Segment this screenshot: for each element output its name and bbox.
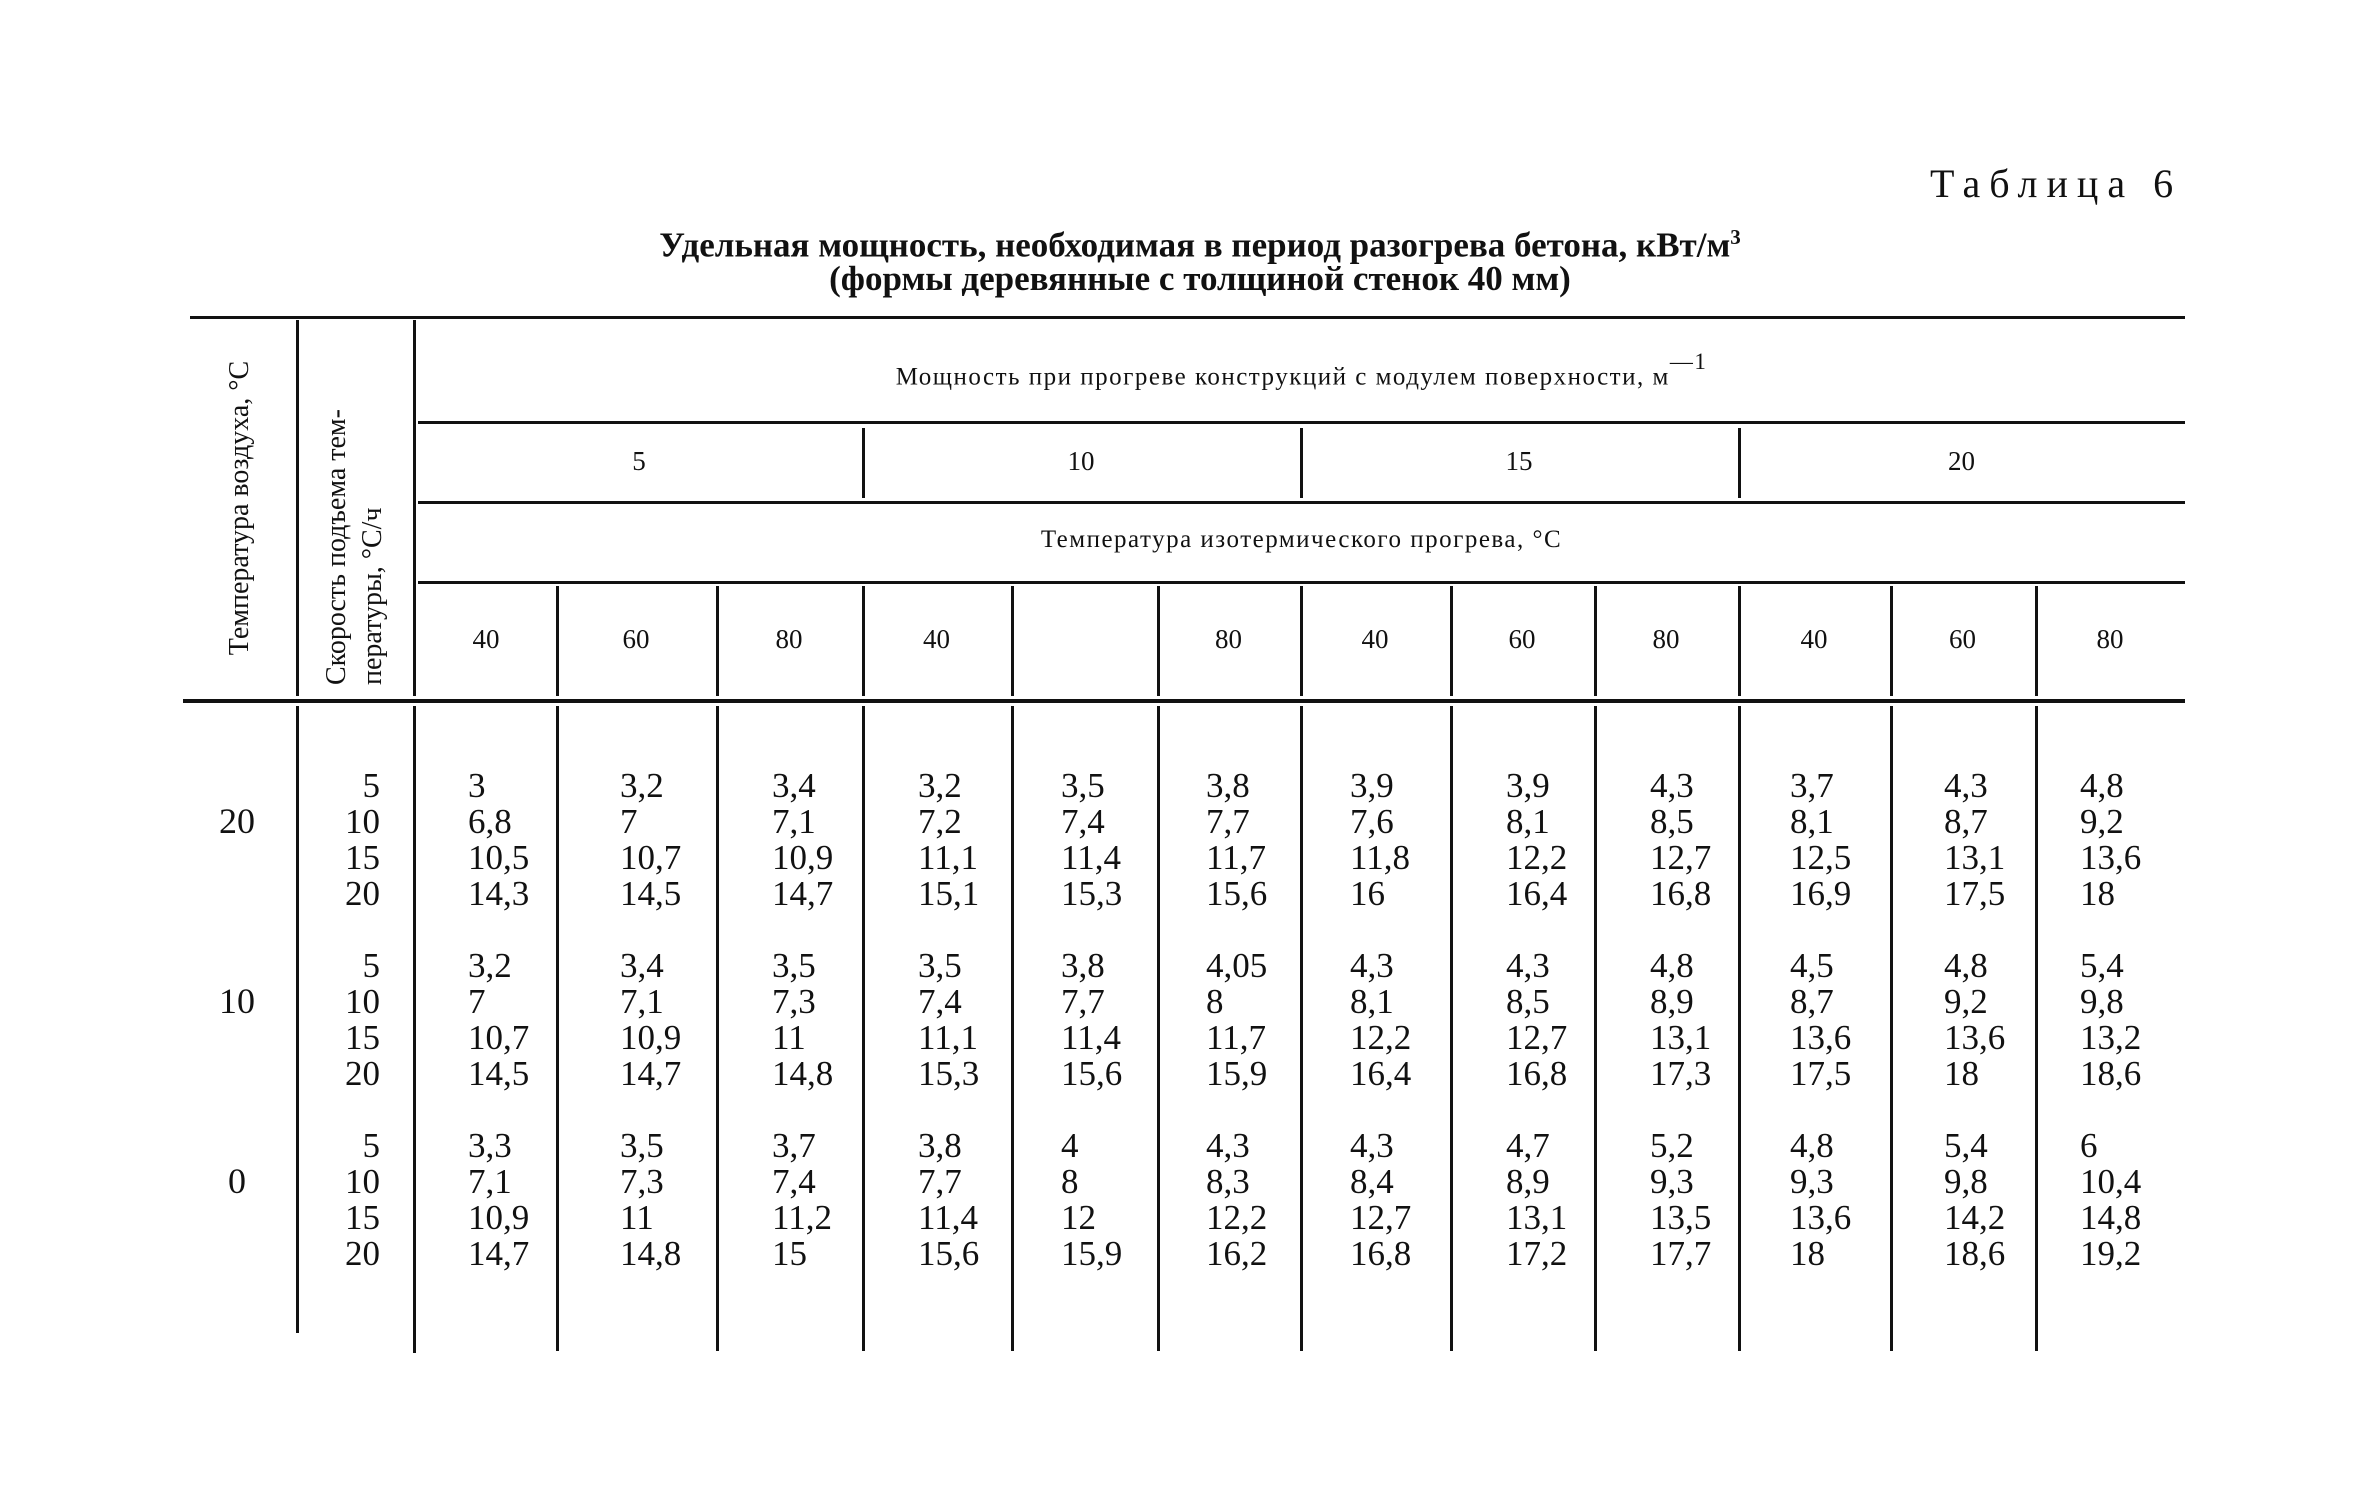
power-value: 17,7 bbox=[1650, 1234, 1712, 1273]
power-value: 3,8 bbox=[918, 1126, 962, 1165]
power-value: 14,7 bbox=[772, 874, 834, 913]
table-title-text: Удельная мощность, необходимая в период разогрева бетона, кВт/м bbox=[659, 225, 1731, 265]
power-value: 12 bbox=[1061, 1198, 1096, 1237]
table-title-superscript: 3 bbox=[1730, 225, 1741, 249]
air-temperature-header: Температура воздуха, °С bbox=[224, 360, 255, 656]
power-value: 5,2 bbox=[1650, 1126, 1694, 1165]
power-header-text: Мощность при прогреве конструкций с модулем поверхности, м bbox=[895, 363, 1670, 391]
power-value: 11,8 bbox=[1350, 838, 1410, 877]
power-value: 8,1 bbox=[1790, 802, 1834, 841]
power-value: 11,7 bbox=[1206, 1018, 1266, 1057]
power-value-cell bbox=[1790, 948, 1851, 1092]
isotherm-temperature-value: 60 bbox=[1508, 624, 1536, 654]
power-value: 11 bbox=[620, 1198, 654, 1237]
power-value-cell bbox=[1944, 1128, 2005, 1272]
data-column-divider bbox=[1450, 706, 1453, 1351]
power-value: 7,2 bbox=[918, 802, 962, 841]
power-value: 13,5 bbox=[1650, 1198, 1712, 1237]
data-column-divider bbox=[1890, 706, 1893, 1351]
power-value: 10,5 bbox=[468, 838, 530, 877]
isotherm-temperature-value: 80 bbox=[2096, 624, 2124, 654]
power-value: 16,2 bbox=[1206, 1234, 1268, 1273]
table-subtitle: (формы деревянные с толщиной стенок 40 мм) bbox=[829, 259, 1571, 298]
power-value: 3,8 bbox=[1061, 946, 1105, 985]
isotherm-temperature-value: 80 bbox=[1652, 624, 1680, 654]
power-value: 7,1 bbox=[772, 802, 816, 841]
header-top-rule bbox=[190, 316, 2185, 319]
power-value: 3 bbox=[468, 766, 486, 805]
power-value-cell bbox=[1506, 768, 1567, 912]
power-header bbox=[418, 349, 2185, 391]
power-value-cell bbox=[918, 948, 979, 1092]
power-value: 4,05 bbox=[1206, 946, 1268, 985]
power-value-cell bbox=[1206, 768, 1267, 912]
power-value: 14,2 bbox=[1944, 1198, 2006, 1237]
power-value: 12,7 bbox=[1350, 1198, 1412, 1237]
power-value: 10,4 bbox=[2080, 1162, 2142, 1201]
power-value-cell bbox=[2080, 1128, 2141, 1272]
power-value: 8,9 bbox=[1650, 982, 1694, 1021]
power-value-cell bbox=[2080, 768, 2141, 912]
power-value: 9,3 bbox=[1790, 1162, 1834, 1201]
stub-divider-body bbox=[296, 706, 299, 1333]
speed-values bbox=[300, 1128, 380, 1272]
power-value: 15,6 bbox=[918, 1234, 980, 1273]
power-value: 4,3 bbox=[1206, 1126, 1250, 1165]
table-label: Таблица 6 bbox=[1930, 161, 2183, 206]
power-value: 8,5 bbox=[1650, 802, 1694, 841]
power-value: 3,5 bbox=[772, 946, 816, 985]
data-column-divider bbox=[556, 706, 559, 1351]
power-value: 7,3 bbox=[772, 982, 816, 1021]
power-value-cell bbox=[620, 768, 681, 912]
power-value: 14,3 bbox=[468, 874, 530, 913]
power-value: 8,1 bbox=[1506, 802, 1550, 841]
power-value-cell bbox=[1061, 948, 1122, 1092]
power-value: 12,7 bbox=[1650, 838, 1712, 877]
isotherm-temperature-value: 80 bbox=[775, 624, 803, 654]
power-value: 3,7 bbox=[1790, 766, 1834, 805]
power-value: 11,2 bbox=[772, 1198, 832, 1237]
power-value-cell bbox=[1650, 768, 1711, 912]
power-value: 16,4 bbox=[1506, 874, 1568, 913]
power-value: 3,2 bbox=[918, 766, 962, 805]
power-value: 18 bbox=[2080, 874, 2115, 913]
power-value-cell bbox=[772, 1128, 832, 1272]
power-value: 3,5 bbox=[620, 1126, 664, 1165]
power-value: 10,9 bbox=[620, 1018, 682, 1057]
power-value: 12,5 bbox=[1790, 838, 1852, 877]
power-value: 10,9 bbox=[468, 1198, 530, 1237]
power-value: 14,8 bbox=[2080, 1198, 2142, 1237]
power-value: 4,8 bbox=[1944, 946, 1988, 985]
power-value-cell bbox=[1350, 948, 1411, 1092]
power-value: 14,8 bbox=[772, 1054, 834, 1093]
air-temperature-value: 10 bbox=[219, 981, 255, 1021]
power-value: 15,3 bbox=[918, 1054, 980, 1093]
power-value: 13,6 bbox=[1790, 1018, 1852, 1057]
speed-value: 10 bbox=[345, 802, 380, 841]
speed-value: 20 bbox=[345, 1054, 380, 1093]
surface-module-value: 20 bbox=[1948, 446, 1975, 476]
power-value: 5,4 bbox=[1944, 1126, 1988, 1165]
power-value: 7,3 bbox=[620, 1162, 664, 1201]
speed-value: 20 bbox=[345, 874, 380, 913]
power-value: 4,3 bbox=[1350, 946, 1394, 985]
isotherm-temperature-header: Температура изотермического прогрева, °С bbox=[1040, 526, 1563, 553]
power-value: 7,4 bbox=[1061, 802, 1105, 841]
speed-value: 5 bbox=[362, 766, 380, 805]
power-value: 4,3 bbox=[1944, 766, 1988, 805]
data-column-divider bbox=[1738, 706, 1741, 1351]
power-value-cell bbox=[1790, 1128, 1851, 1272]
power-value-cell bbox=[1350, 1128, 1411, 1272]
surface-module-value: 5 bbox=[632, 446, 646, 476]
isotherm-temperature-value: 60 bbox=[1949, 624, 1976, 654]
power-value-cell bbox=[1790, 768, 1851, 912]
power-value: 4 bbox=[1061, 1126, 1079, 1165]
power-value: 14,7 bbox=[620, 1054, 682, 1093]
data-column-divider bbox=[716, 706, 719, 1351]
power-value: 14,7 bbox=[468, 1234, 530, 1273]
power-value: 14,5 bbox=[620, 874, 682, 913]
data-column-divider bbox=[1300, 706, 1303, 1351]
power-value: 14,5 bbox=[468, 1054, 530, 1093]
power-value: 17,3 bbox=[1650, 1054, 1712, 1093]
speed-value: 20 bbox=[345, 1234, 380, 1273]
power-header-superscript: —1 bbox=[1669, 349, 1708, 374]
power-value: 11,4 bbox=[918, 1198, 978, 1237]
power-value: 8,1 bbox=[1350, 982, 1394, 1021]
power-value: 7 bbox=[468, 982, 486, 1021]
power-value: 9,2 bbox=[2080, 802, 2124, 841]
power-value-cell bbox=[918, 768, 979, 912]
speed-value: 15 bbox=[345, 1018, 380, 1057]
power-value: 13,1 bbox=[1650, 1018, 1712, 1057]
power-value: 7,7 bbox=[918, 1162, 962, 1201]
isotherm-header-rule bbox=[418, 581, 2185, 584]
power-value: 3,7 bbox=[772, 1126, 816, 1165]
module-values-rule bbox=[418, 501, 2185, 504]
power-value-cell bbox=[772, 768, 833, 912]
power-value: 12,2 bbox=[1206, 1198, 1268, 1237]
power-value: 3,4 bbox=[772, 766, 816, 805]
power-value: 15,9 bbox=[1206, 1054, 1268, 1093]
power-value: 3,4 bbox=[620, 946, 664, 985]
power-value: 6,8 bbox=[468, 802, 512, 841]
power-value: 3,2 bbox=[620, 766, 664, 805]
power-value: 13,2 bbox=[2080, 1018, 2142, 1057]
power-value: 8,3 bbox=[1206, 1162, 1250, 1201]
power-value: 11,7 bbox=[1206, 838, 1266, 877]
power-value: 15,6 bbox=[1061, 1054, 1123, 1093]
power-value: 9,8 bbox=[1944, 1162, 1988, 1201]
power-value: 17,5 bbox=[1944, 874, 2006, 913]
data-column-divider bbox=[2035, 706, 2038, 1351]
power-value: 10,9 bbox=[772, 838, 834, 877]
module-header-rule bbox=[418, 421, 2185, 424]
speed-value: 5 bbox=[362, 1126, 380, 1165]
power-value: 4,3 bbox=[1350, 1126, 1394, 1165]
speed-header-line: пературы, °С/ч bbox=[357, 507, 388, 685]
power-value: 8 bbox=[1206, 982, 1224, 1021]
isotherm-temperature-value: 80 bbox=[1215, 624, 1242, 654]
power-value: 10,7 bbox=[468, 1018, 530, 1057]
power-value: 18 bbox=[1790, 1234, 1825, 1273]
power-value: 15,9 bbox=[1061, 1234, 1123, 1273]
power-value-cell bbox=[918, 1128, 979, 1272]
air-temperature-value: 20 bbox=[219, 801, 255, 841]
isotherm-temperature-value: 40 bbox=[923, 624, 950, 654]
power-value: 7,4 bbox=[772, 1162, 816, 1201]
speed-header-line: Скорость подъема тем- bbox=[321, 409, 352, 685]
power-value: 15,1 bbox=[918, 874, 980, 913]
power-value: 9,8 bbox=[2080, 982, 2124, 1021]
isotherm-temperature-value: 60 bbox=[622, 624, 650, 654]
power-value: 5,4 bbox=[2080, 946, 2124, 985]
power-value: 9,3 bbox=[1650, 1162, 1694, 1201]
power-value-cell bbox=[1350, 768, 1410, 912]
power-value: 4,3 bbox=[1650, 766, 1694, 805]
power-value: 3,9 bbox=[1506, 766, 1550, 805]
power-value-cell bbox=[2080, 948, 2141, 1092]
power-value: 8,5 bbox=[1506, 982, 1550, 1021]
power-value: 4,8 bbox=[1650, 946, 1694, 985]
power-value: 11,1 bbox=[918, 838, 978, 877]
power-value: 18 bbox=[1944, 1054, 1979, 1093]
power-value: 18,6 bbox=[2080, 1054, 2142, 1093]
power-value-cell bbox=[1944, 768, 2005, 912]
power-value: 12,2 bbox=[1506, 838, 1568, 877]
power-value: 12,7 bbox=[1506, 1018, 1568, 1057]
header-bottom-rule bbox=[183, 699, 2185, 703]
power-value: 13,6 bbox=[1790, 1198, 1852, 1237]
power-value: 3,8 bbox=[1206, 766, 1250, 805]
surface-module-value: 15 bbox=[1505, 446, 1533, 476]
power-value: 17,5 bbox=[1790, 1054, 1852, 1093]
power-value: 11,1 bbox=[918, 1018, 978, 1057]
power-value: 15,3 bbox=[1061, 874, 1123, 913]
power-value: 7,7 bbox=[1206, 802, 1250, 841]
power-value: 11,4 bbox=[1061, 1018, 1121, 1057]
power-value: 8,7 bbox=[1944, 802, 1988, 841]
power-value: 4,7 bbox=[1506, 1126, 1550, 1165]
data-column-divider bbox=[1594, 706, 1597, 1351]
power-value-cell bbox=[468, 1128, 529, 1272]
power-value: 7 bbox=[620, 802, 638, 841]
speed-values bbox=[300, 948, 380, 1092]
power-value: 4,3 bbox=[1506, 946, 1550, 985]
power-value-cell bbox=[1206, 1128, 1267, 1272]
power-value: 19,2 bbox=[2080, 1234, 2142, 1273]
power-value: 15,6 bbox=[1206, 874, 1268, 913]
speed-value: 10 bbox=[345, 1162, 380, 1201]
power-value: 7,7 bbox=[1061, 982, 1105, 1021]
power-value-cell bbox=[1944, 948, 2005, 1092]
power-value: 16,9 bbox=[1790, 874, 1852, 913]
power-value: 11 bbox=[772, 1018, 806, 1057]
power-value: 17,2 bbox=[1506, 1234, 1568, 1273]
data-column-divider bbox=[1157, 706, 1160, 1351]
power-value-cell bbox=[772, 948, 833, 1092]
air-temperature-value: 0 bbox=[228, 1161, 246, 1201]
iso-column-divider bbox=[1011, 586, 1014, 696]
power-value: 10,7 bbox=[620, 838, 682, 877]
power-value: 11,4 bbox=[1061, 838, 1121, 877]
power-value: 9,2 bbox=[1944, 982, 1988, 1021]
stub-divider-top bbox=[296, 320, 299, 696]
power-value-cell bbox=[468, 948, 529, 1092]
power-value: 16,8 bbox=[1506, 1054, 1568, 1093]
power-value: 4,8 bbox=[2080, 766, 2124, 805]
speed-value: 15 bbox=[345, 1198, 380, 1237]
surface-module-value: 10 bbox=[1067, 446, 1095, 476]
isotherm-temperature-value: 40 bbox=[472, 624, 500, 654]
power-value: 3,3 bbox=[468, 1126, 512, 1165]
isotherm-temperature-value: 40 bbox=[1361, 624, 1389, 654]
data-column-divider bbox=[862, 706, 865, 1351]
power-value: 18,6 bbox=[1944, 1234, 2006, 1273]
power-value: 4,5 bbox=[1790, 946, 1834, 985]
power-value: 16,8 bbox=[1350, 1234, 1412, 1273]
power-value: 16 bbox=[1350, 874, 1385, 913]
speed-value: 15 bbox=[345, 838, 380, 877]
power-value-cell bbox=[1061, 1128, 1122, 1272]
power-value: 7,4 bbox=[918, 982, 962, 1021]
power-value: 16,8 bbox=[1650, 874, 1712, 913]
power-value-cell bbox=[620, 948, 681, 1092]
power-value-cell bbox=[1206, 948, 1267, 1092]
isotherm-temperature-value: 40 bbox=[1800, 624, 1828, 654]
power-value: 7,1 bbox=[468, 1162, 512, 1201]
power-value: 13,1 bbox=[1944, 838, 2006, 877]
power-value: 4,8 bbox=[1790, 1126, 1834, 1165]
power-value: 3,5 bbox=[1061, 766, 1105, 805]
speed-value: 5 bbox=[362, 946, 380, 985]
power-value-cell bbox=[1650, 1128, 1711, 1272]
power-value: 8,7 bbox=[1790, 982, 1834, 1021]
power-value: 13,6 bbox=[1944, 1018, 2006, 1057]
speed-values bbox=[300, 768, 380, 912]
power-value: 16,4 bbox=[1350, 1054, 1412, 1093]
power-value: 13,1 bbox=[1506, 1198, 1568, 1237]
power-value: 3,2 bbox=[468, 946, 512, 985]
power-value: 13,6 bbox=[2080, 838, 2142, 877]
temperature-rise-speed-header bbox=[319, 325, 391, 685]
power-value-cell bbox=[1650, 948, 1711, 1092]
speed-value: 10 bbox=[345, 982, 380, 1021]
power-value-cell bbox=[1506, 1128, 1567, 1272]
power-value: 3,9 bbox=[1350, 766, 1394, 805]
power-value: 8,9 bbox=[1506, 1162, 1550, 1201]
data-column-divider bbox=[1011, 706, 1014, 1351]
power-value-cell bbox=[1061, 768, 1122, 912]
speed-divider-body bbox=[413, 706, 416, 1353]
power-value: 12,2 bbox=[1350, 1018, 1412, 1057]
power-value: 7,6 bbox=[1350, 802, 1394, 841]
power-value: 7,1 bbox=[620, 982, 664, 1021]
power-value: 6 bbox=[2080, 1126, 2098, 1165]
power-value: 8 bbox=[1061, 1162, 1079, 1201]
power-value-cell bbox=[468, 768, 529, 912]
power-value-cell bbox=[1506, 948, 1567, 1092]
power-value-cell bbox=[620, 1128, 681, 1272]
power-value: 14,8 bbox=[620, 1234, 682, 1273]
power-value: 15 bbox=[772, 1234, 807, 1273]
power-value: 3,5 bbox=[918, 946, 962, 985]
power-value: 8,4 bbox=[1350, 1162, 1394, 1201]
